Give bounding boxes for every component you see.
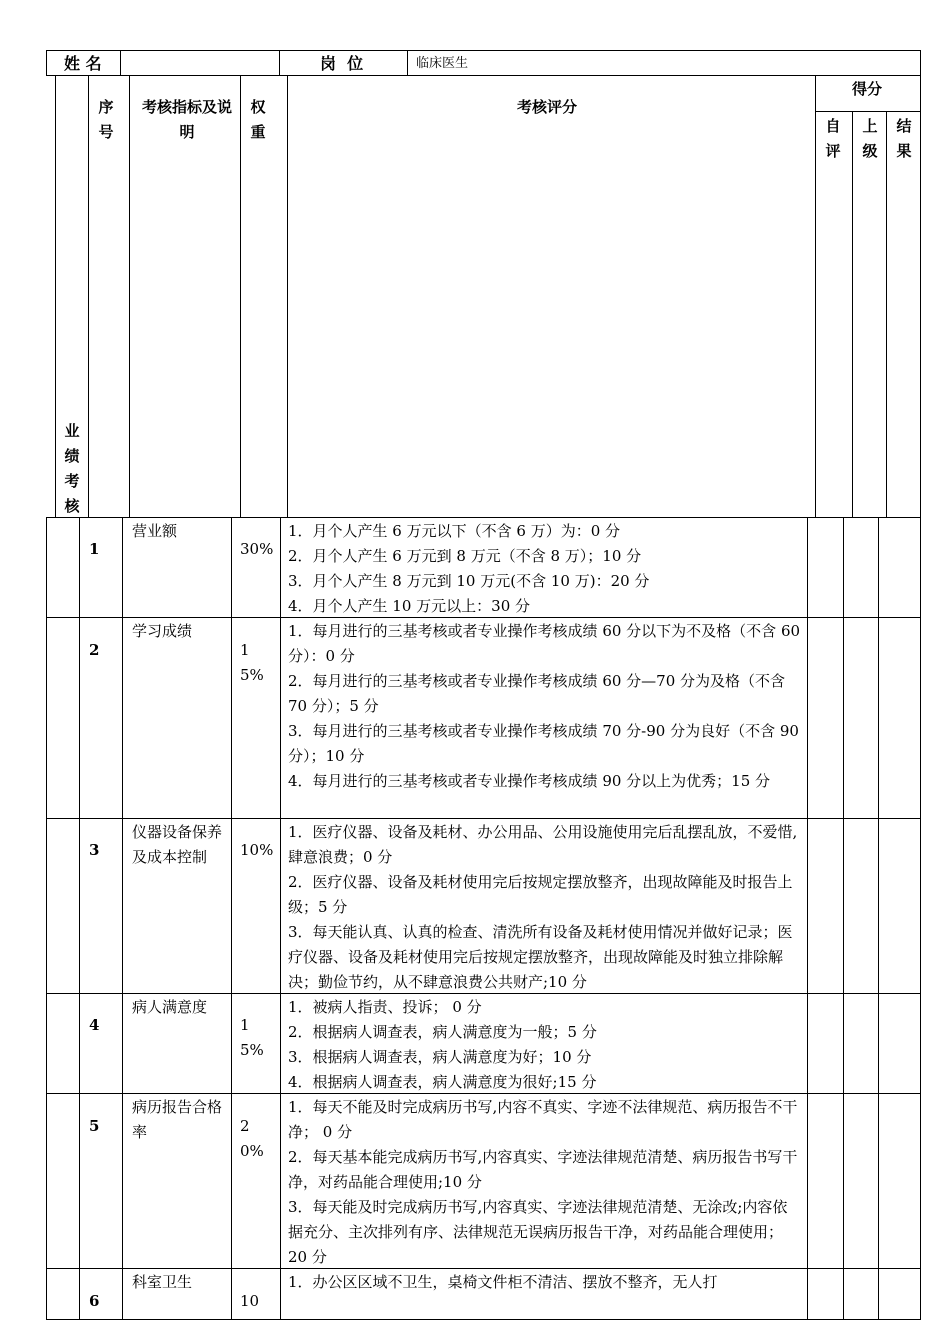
row-weight: 15% [240, 641, 264, 684]
row-indicator: 病人满意度 [132, 998, 208, 1016]
row-criterion: 3．月个人产生 8 万元到 10 万元(不含 10 万)：20 分 [288, 572, 650, 590]
border [279, 50, 280, 76]
col-self: 自评 [825, 117, 841, 160]
row-seq: 3 [89, 841, 100, 859]
row-seq: 1 [89, 540, 100, 558]
row-indicator: 营业额 [132, 522, 178, 540]
border [852, 112, 853, 518]
row-seq: 2 [89, 641, 100, 659]
row-criterion: 1．医疗仪器、设备及耗材、办公用品、公用设施使用完后乱摆乱放，不爱惜,肆意浪费；0 分 [288, 823, 798, 866]
row-seq: 6 [89, 1292, 100, 1310]
row-criterion: 2．每月进行的三基考核或者专业操作考核成绩 60 分—70 分为及格（不含 70 分）；5 分 [288, 672, 786, 715]
row-criterion: 3．每天能认真、认真的检查、清洗所有设备及耗材使用情况并做好记录；医疗仪器、设备及耗材使用完后按规定摆放整齐，出现故障能及时独立排除解决；勤俭节约，从不肆意浪费公共财产;10 分 [288, 923, 793, 991]
row-weight: 15% [240, 1016, 264, 1059]
border [280, 517, 281, 1320]
col-result: 结果 [896, 117, 912, 160]
row-criterion: 4．月个人产生 10 万元以上：30 分 [288, 597, 531, 615]
border [886, 112, 887, 518]
col-seq: 序号 [98, 98, 114, 141]
border [88, 75, 89, 518]
border [46, 50, 921, 51]
row-criterion: 4．根据病人调查表，病人满意度为很好;15 分 [288, 1073, 597, 1091]
border [46, 517, 921, 518]
row-indicator: 仪器设备保养及成本控制 [132, 823, 223, 866]
row-seq: 4 [89, 1016, 100, 1034]
row-indicator: 学习成绩 [132, 622, 193, 640]
border [920, 517, 921, 1320]
row-criterion: 1．被病人指责、投诉； 0 分 [288, 998, 482, 1016]
name-label: 姓 名 [64, 54, 102, 73]
border [920, 75, 921, 518]
border [120, 50, 121, 76]
row-criterion: 2．月个人产生 6 万元到 8 万元（不含 8 万）；10 分 [288, 547, 642, 565]
border [129, 75, 130, 518]
row-weight: 10 [240, 1292, 260, 1310]
col-criteria: 考核评分 [517, 98, 578, 116]
row-criterion: 1．月个人产生 6 万元以下（不含 6 万）为：0 分 [288, 522, 621, 540]
row-indicator: 科室卫生 [132, 1273, 193, 1291]
row-seq: 5 [89, 1117, 100, 1135]
row-criterion: 1．每天不能及时完成病历书写,内容不真实、字迹不法律规范、病历报告不干净； 0 分 [288, 1098, 798, 1141]
col-weight: 权重 [250, 98, 266, 141]
border [55, 75, 56, 518]
row-weight: 10% [240, 841, 274, 859]
border [815, 75, 816, 518]
border [920, 50, 921, 76]
row-criterion: 2．根据病人调查表，病人满意度为一般；5 分 [288, 1023, 597, 1041]
col-indicator: 考核指标及说明 [141, 98, 232, 141]
border [843, 517, 844, 1320]
border [878, 517, 879, 1320]
row-criterion: 1．每月进行的三基考核或者专业操作考核成绩 60 分以下为不及格（不含 60 分）：0 分 [288, 622, 801, 665]
row-indicator: 病历报告合格率 [132, 1098, 223, 1141]
border [287, 75, 288, 518]
row-weight: 20% [240, 1117, 264, 1160]
border [407, 50, 408, 76]
row-criterion: 3．根据病人调查表，病人满意度为好；10 分 [288, 1048, 592, 1066]
border [807, 517, 808, 1320]
position-value: 临床医生 [416, 56, 469, 71]
row-criterion: 1．办公区区域不卫生，桌椅文件柜不清洁、摆放不整齐，无人打 [288, 1273, 718, 1291]
col-superior: 上级 [862, 117, 878, 160]
border [240, 75, 241, 518]
row-criterion: 4．每月进行的三基考核或者专业操作考核成绩 90 分以上为优秀；15 分 [288, 772, 771, 790]
row-criterion: 2．医疗仪器、设备及耗材使用完后按规定摆放整齐，出现故障能及时报告上级；5 分 [288, 873, 793, 916]
border [46, 75, 921, 76]
row-criterion: 3．每天能及时完成病历书写,内容真实、字迹法律规范清楚、无涂改;内容依据充分、主次排列有序、法律规范无误病历报告干净，对药品能合理使用；20 分 [288, 1198, 788, 1266]
section-label: 业绩考核 [64, 422, 80, 515]
border [46, 1319, 921, 1320]
border [231, 517, 232, 1320]
border [79, 517, 80, 1320]
position-label: 岗 位 [320, 54, 364, 73]
col-score: 得分 [852, 80, 883, 98]
row-criterion: 2．每天基本能完成病历书写,内容真实、字迹法律规范清楚、病历报告书写干净，对药品能合理使用;10 分 [288, 1148, 798, 1191]
row-divider [46, 818, 921, 819]
row-weight: 30% [240, 540, 274, 558]
border [46, 517, 47, 1320]
row-criterion: 3．每月进行的三基考核或者专业操作考核成绩 70 分-90 分为良好（不含 90 分）；10 分 [288, 722, 799, 765]
border [815, 111, 921, 112]
border [122, 517, 123, 1320]
border [46, 50, 47, 76]
